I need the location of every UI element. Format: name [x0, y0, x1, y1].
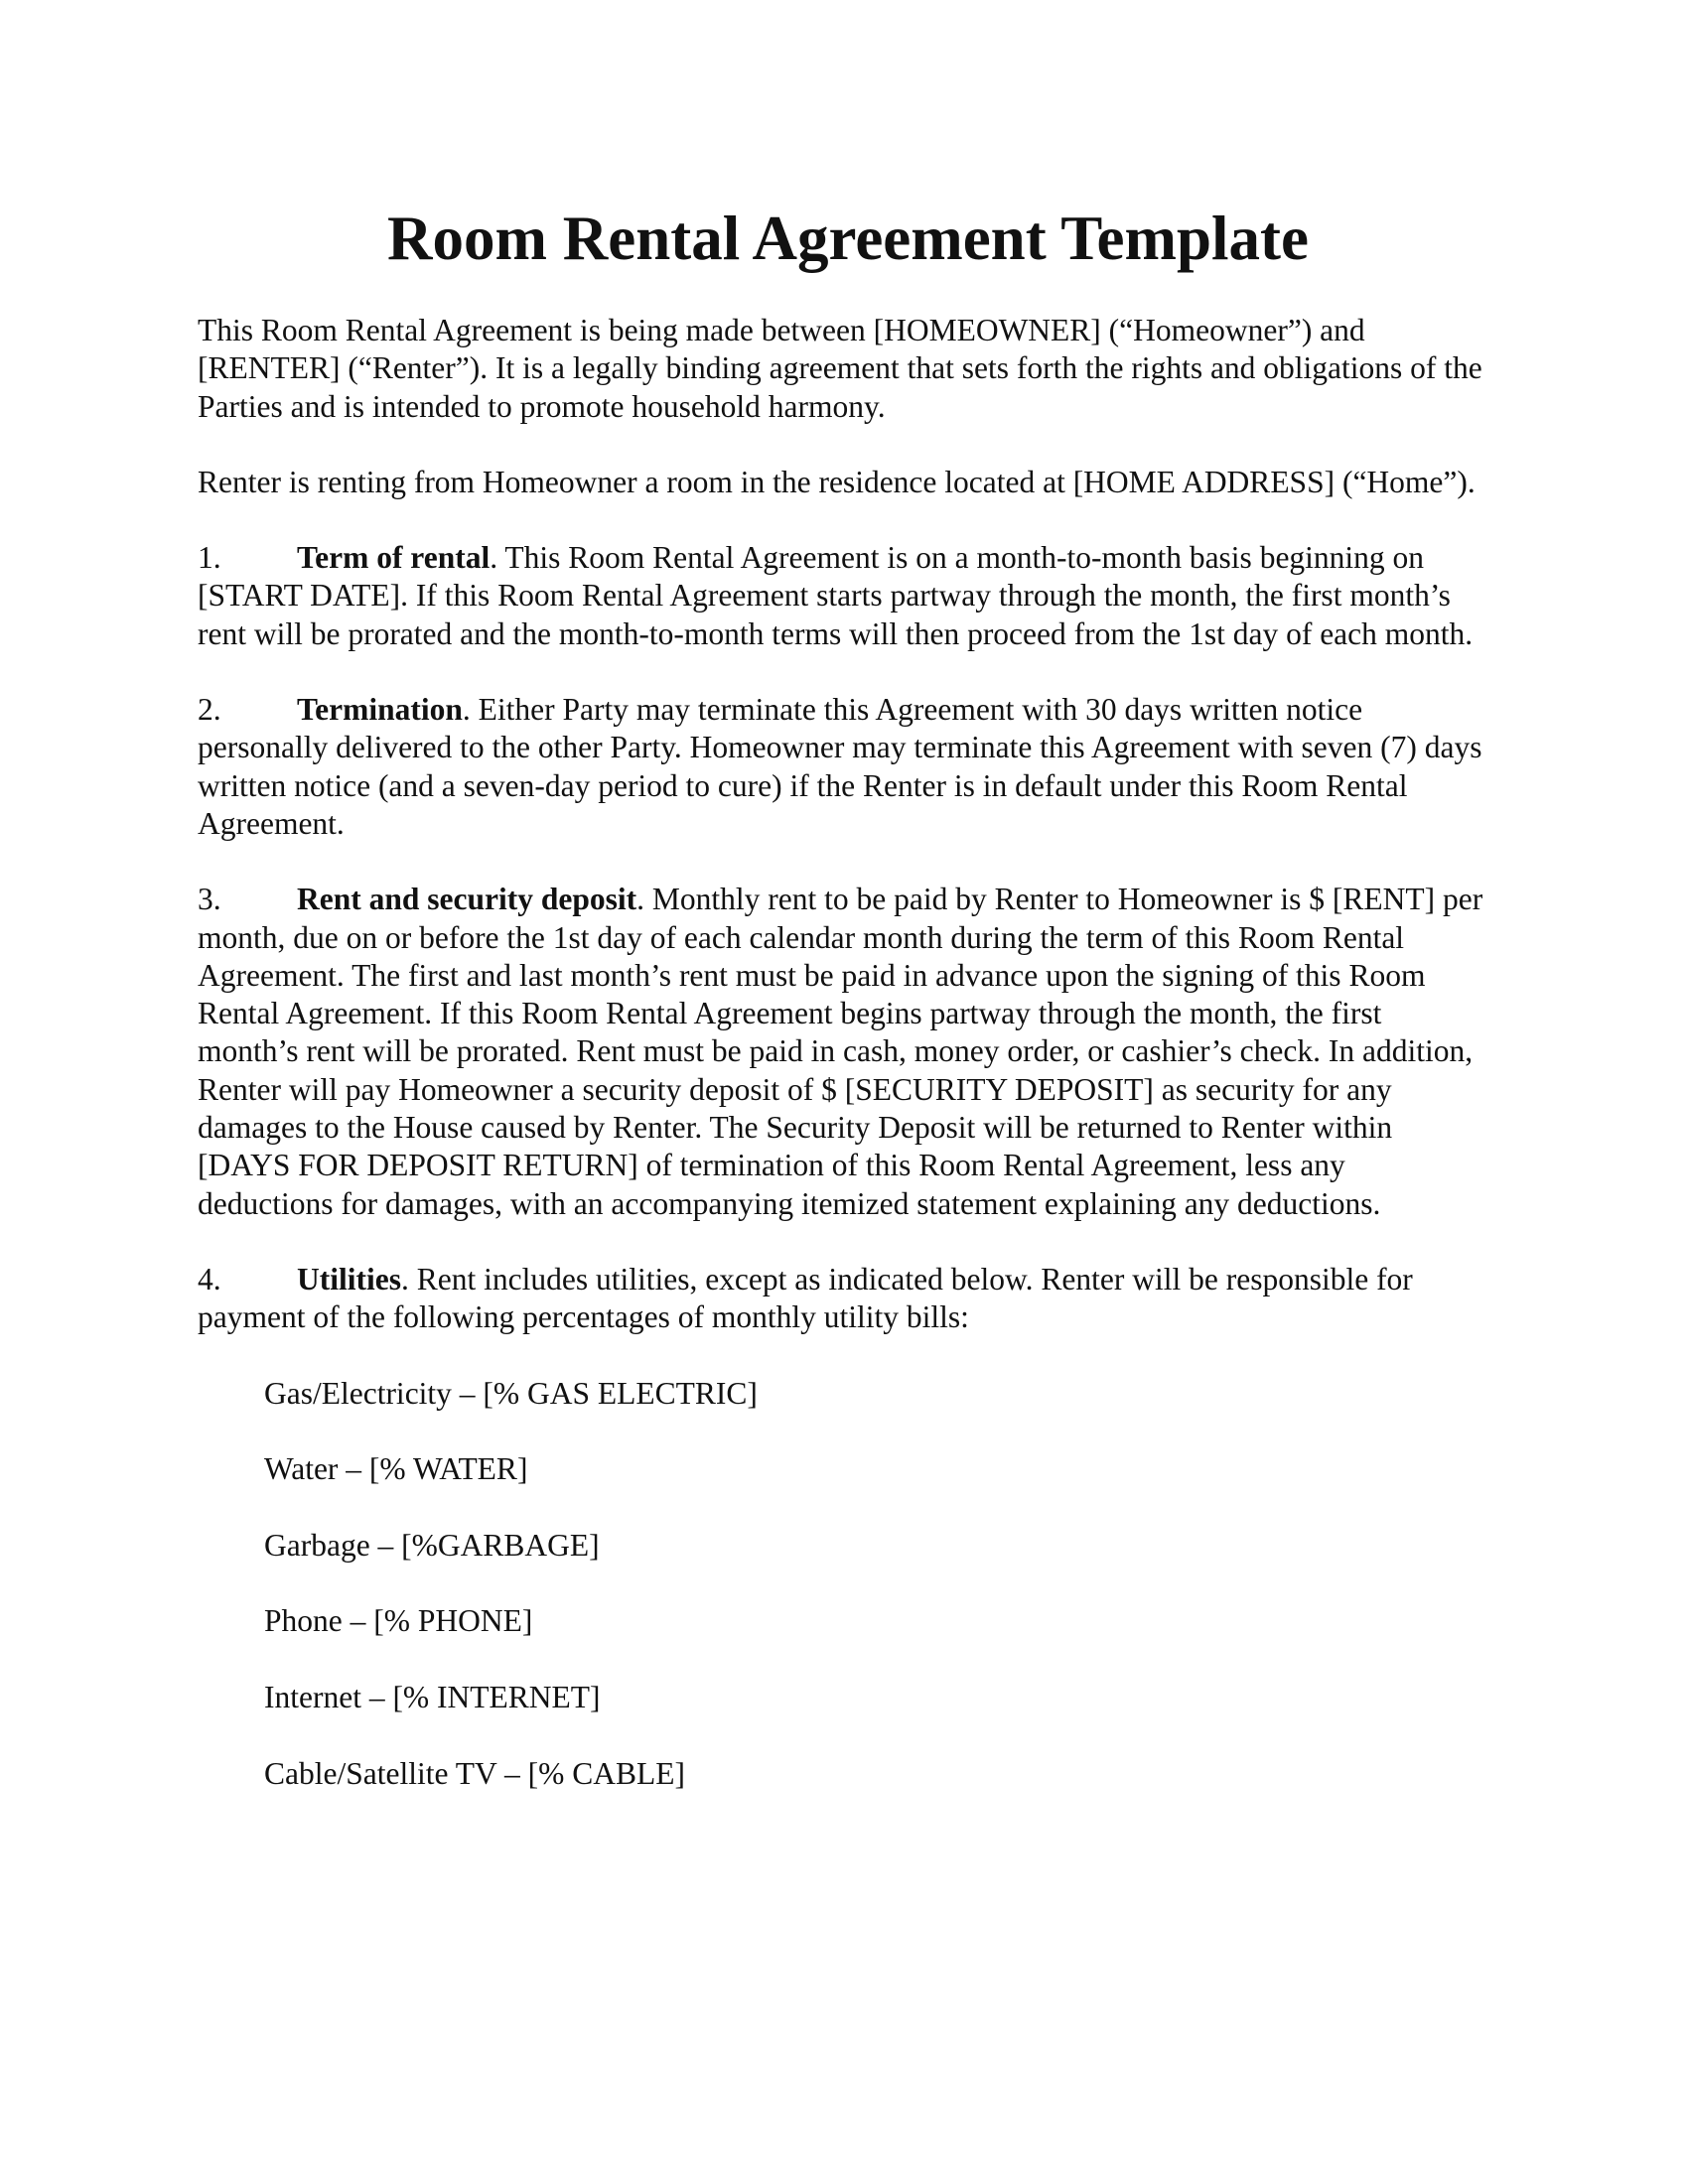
section-termination [198, 691, 1488, 843]
spacer [198, 653, 1488, 691]
spacer [198, 501, 1488, 539]
utility-item-phone: Phone – [% PHONE] [264, 1603, 533, 1639]
utility-item-internet: Internet – [% INTERNET] [264, 1679, 601, 1714]
section-text: . This Room Rental Agreement is on a month-to-month basis beginning on [START DATE]. If this Room Rental Agreement starts partway through the month, the first month’s rent will be prorated and the month-to-month terms will then proceed from the 1st day of each month. [198, 540, 1474, 651]
utility-item-water: Water – [% WATER] [264, 1451, 528, 1487]
section-heading: Utilities [297, 1261, 401, 1297]
spacer [198, 278, 1488, 312]
section-number: 1. [198, 540, 221, 576]
section-text: . Monthly rent to be paid by Renter to Homeowner is $ [RENT] per month, due on or before the 1st day of each calendar month during the term of this Room Rental Agreement. The first and last month’s rent must be paid in advance upon the signing of this Room Rental Agreement. If this Room Rental Agreement begins partway through the month, the first month’s rent will be prorated. Rent must be paid in cash, money order, or cashier’s check. In addition, Renter will pay Homeowner a security deposit of $ [SECURITY DEPOSIT] as security for any damages to the House caused by Renter. The Security Deposit will be returned to Renter within [DAYS FOR DEPOSIT RETURN] of termination of this Room Rental Agreement, less any deductions for damages, with an accompanying itemized statement explaining any deductions. [198, 882, 1483, 1221]
intro-paragraph-address: Renter is renting from Homeowner a room in the residence located at [HOME ADDRESS] (“Home”). [198, 464, 1476, 499]
spacer [198, 426, 1488, 464]
section-number: 2. [198, 692, 221, 728]
document-title: Room Rental Agreement Template [387, 204, 1309, 273]
section-number: 3. [198, 882, 221, 917]
utilities-list [198, 1375, 1488, 1793]
section-text: . Rent includes utilities, except as indicated below. Renter will be responsible for payment of the following percentages of monthly utility bills: [198, 1261, 1413, 1335]
section-number: 4. [198, 1261, 221, 1297]
spacer [198, 1223, 1488, 1261]
utility-item-cable-tv: Cable/Satellite TV – [% CABLE] [264, 1755, 686, 1791]
section-text: . Either Party may terminate this Agreement with 30 days written notice personally delivered to the other Party. Homeowner may terminate this Agreement with seven (7) days written notice (and a seven-day period to cure) if the Renter is in default under this Room Rental Agreement. [198, 692, 1482, 841]
section-heading: Term of rental [297, 540, 491, 576]
document-page [198, 199, 1488, 1793]
section-utilities [198, 1261, 1488, 1337]
section-heading: Rent and security deposit [297, 882, 637, 917]
utility-item-garbage: Garbage – [%GARBAGE] [264, 1527, 600, 1563]
utility-item-gas-electricity: Gas/Electricity – [% GAS ELECTRIC] [264, 1375, 758, 1411]
section-term-of-rental [198, 539, 1488, 653]
intro-paragraph: This Room Rental Agreement is being made between [HOMEOWNER] (“Homeowner”) and [RENTER] (“Renter”). It is a legally binding agreement that sets forth the rights and obligations of the Parties and is intended to promote household harmony. [198, 313, 1482, 424]
spacer [198, 843, 1488, 881]
section-rent-and-security-deposit [198, 881, 1488, 1223]
section-heading: Termination [297, 692, 463, 728]
spacer [198, 1337, 1488, 1375]
